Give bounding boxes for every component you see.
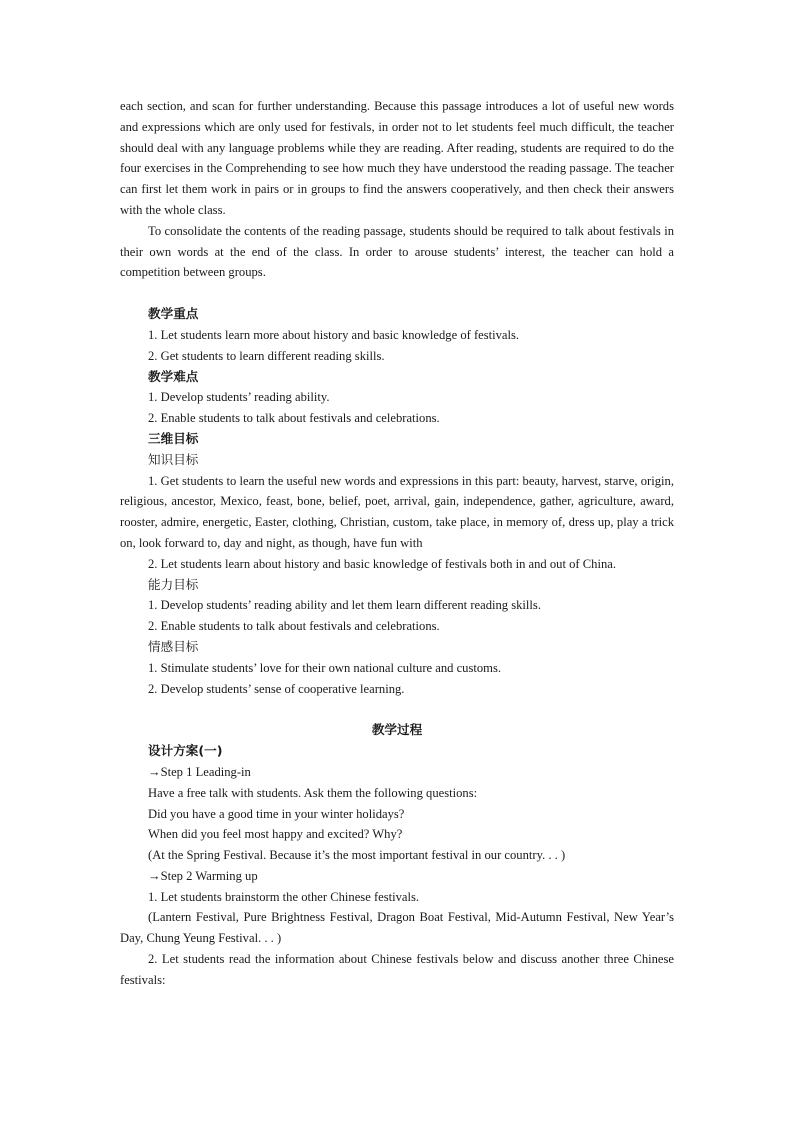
emotion-objective-item: 2. Develop students’ sense of cooperative learning. — [148, 681, 405, 696]
ability-objective-item: 1. Develop students’ reading ability and let them learn different reading skills. — [148, 598, 541, 613]
knowledge-objectives-heading: 知识目标 — [148, 451, 199, 467]
intro-paragraph-2: To consolidate the contents of the reading passage, students should be required to talk about festivals in their own words at the end of the class. In order to arouse students’ interest, the teacher can hold a competition between groups. — [120, 223, 674, 280]
step-1-line: Did you have a good time in your winter holidays? — [148, 806, 405, 821]
ability-objectives-heading: 能力目标 — [148, 576, 199, 592]
emotion-objectives-heading: 情感目标 — [148, 638, 199, 654]
step-1-heading: →Step 1 Leading-in — [148, 764, 251, 779]
key-point-item: 1. Let students learn more about history and basic knowledge of festivals. — [148, 327, 520, 342]
difficulties-heading: 教学难点 — [148, 368, 199, 384]
knowledge-objective-item: 2. Let students learn about history and basic knowledge of festivals both in and out of China. — [148, 556, 616, 571]
key-point-item: 2. Get students to learn different reading skills. — [148, 348, 385, 363]
ability-objective-item: 2. Enable students to talk about festivals and celebrations. — [148, 619, 440, 634]
step-1-line: Have a free talk with students. Ask them the following questions: — [148, 785, 478, 800]
step-2-line: 2. Let students read the information about Chinese festivals below and discuss another three Chinese festivals: — [120, 952, 674, 987]
process-title: 教学过程 — [371, 722, 423, 738]
objectives-heading: 三维目标 — [148, 430, 199, 446]
emotion-objective-item: 1. Stimulate students’ love for their own national culture and customs. — [148, 660, 502, 675]
difficulty-item: 1. Develop students’ reading ability. — [148, 390, 330, 405]
step-2-line: (Lantern Festival, Pure Brightness Festival, Dragon Boat Festival, Mid-Autumn Festival, New Year’s Day, Chung Yeung Festival. . . ) — [120, 910, 674, 946]
knowledge-objective-item: 1. Get students to learn the useful new words and expressions in this part: beauty, harvest, starve, origin, religious, ancestor, Mexico, feast, bone, belief, poet, arrival, gain, independence, gather, agriculture, award, rooster, admire, energetic, Easter, clothing, Christian, custom, take place, in memory of, dress up, play a trick on, look forward to, day and night, as though, have fun with — [120, 473, 674, 550]
step-1-line: (At the Spring Festival. Because it’s the most important festival in our country. . . ) — [148, 848, 566, 863]
step-2-line: 1. Let students brainstorm the other Chinese festivals. — [148, 889, 420, 904]
key-points-heading: 教学重点 — [148, 306, 199, 322]
plan-heading: 设计方案(一) — [148, 743, 223, 759]
intro-paragraph-1: each section, and scan for further understanding. Because this passage introduces a lot of useful new words and expressions which are only used for festivals, in order not to let students feel much difficult, the teacher should deal with any language problems while they are reading. After reading, students are required to do the four exercises in the Comprehending to see how much they have understood the reading passage. The teacher can first let them work in pairs or in groups to find the answers cooperatively, and then check their answers with the whole class. — [120, 99, 674, 217]
step-1-line: When did you feel most happy and excited? Why? — [148, 827, 403, 842]
step-2-heading: →Step 2 Warming up — [148, 868, 258, 883]
difficulty-item: 2. Enable students to talk about festivals and celebrations. — [148, 411, 440, 426]
document-page — [120, 96, 674, 991]
